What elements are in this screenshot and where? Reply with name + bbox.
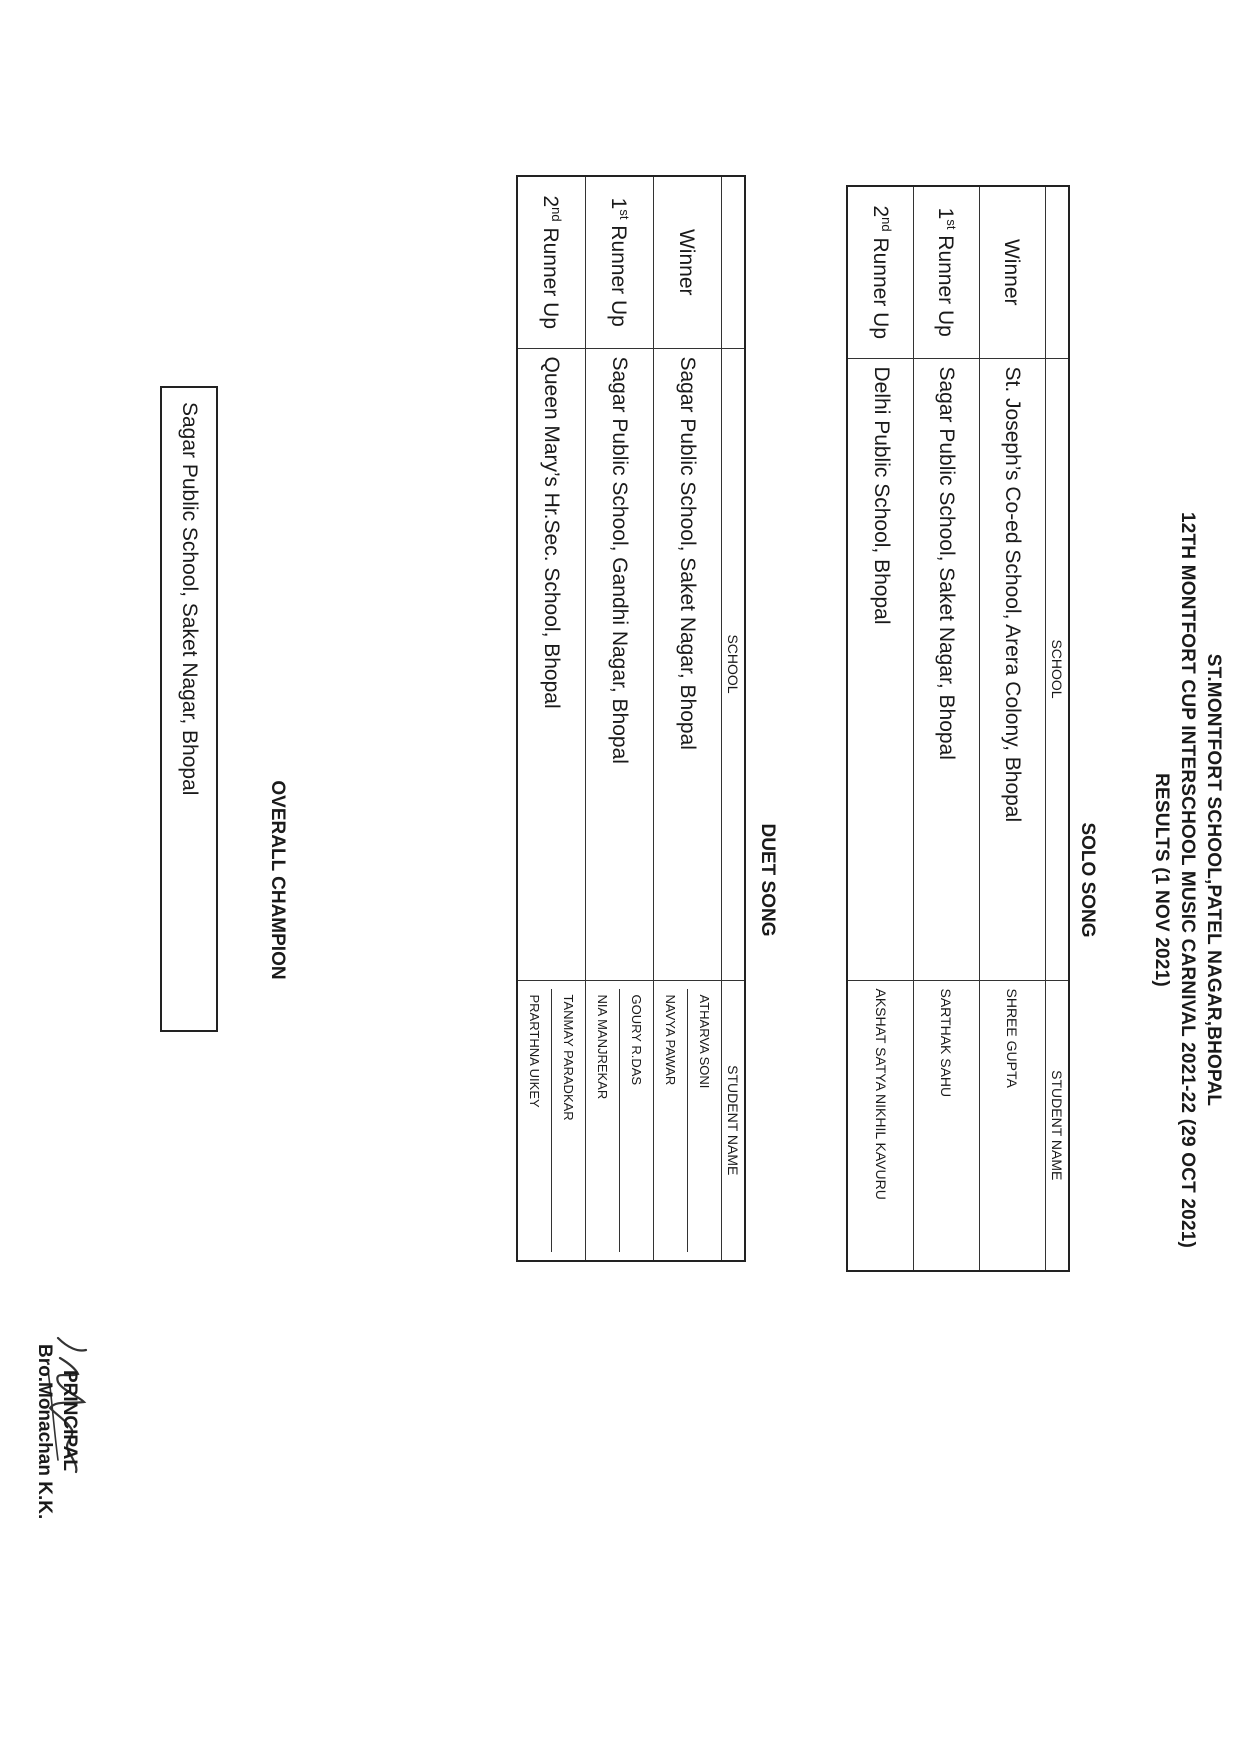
solo-header-row: [1046, 186, 1070, 1271]
student-name: TANMAY PARADKAR: [551, 989, 585, 1253]
student-cell: AKSHAT SATYA NIKHIL KAVURU: [848, 980, 914, 1271]
position-cell: 2nd Runner Up: [517, 176, 586, 348]
results-date-heading: RESULTS (1 NOV 2021): [1151, 773, 1172, 987]
principal-name: Bro.Monachan K.K.: [34, 1344, 55, 1520]
position-cell: Winner: [980, 186, 1046, 358]
position-cell: 1st Runner Up: [586, 176, 654, 348]
student-cell: SARTHAK SAHU: [914, 980, 980, 1271]
student-name: NAVYA PAWAR: [663, 994, 678, 1086]
school-cell: Queen Mary’s Hr.Sec. School, Bhopal: [517, 348, 586, 980]
student-name: GOURY R.DAS: [619, 989, 653, 1253]
duet-song-title: DUET SONG: [757, 823, 778, 937]
table-row: [586, 176, 654, 1261]
student-cell: SHREE GUPTA: [980, 980, 1046, 1271]
student-name: NIA MANJREKAR: [595, 994, 610, 1100]
school-header: SCHOOL: [1046, 358, 1070, 980]
overall-champion-title: OVERALL CHAMPION: [267, 780, 288, 980]
table-row: [517, 176, 586, 1261]
student-name: ATHARVA SONI: [687, 989, 721, 1253]
position-cell: Winner: [654, 176, 722, 348]
overall-champion-box: [160, 386, 218, 1032]
student-cell: [654, 980, 722, 1261]
table-row: [980, 186, 1046, 1271]
school-cell: Sagar Public School, Saket Nagar, Bhopal: [654, 348, 722, 980]
student-name-header: STUDENT NAME: [722, 980, 746, 1261]
table-row: [848, 186, 914, 1271]
school-cell: Sagar Public School, Saket Nagar, Bhopal: [914, 358, 980, 980]
student-cell: [517, 980, 586, 1261]
event-title-heading: 12TH MONTFORT CUP INTERSCHOOL MUSIC CARNIVAL 2021-22 (29 OCT 2021): [1177, 511, 1198, 1249]
school-name-heading: ST.MONTFORT SCHOOL,PATEL NAGAR,BHOPAL: [1203, 653, 1224, 1107]
position-cell: 1st Runner Up: [914, 186, 980, 358]
school-cell: Delhi Public School, Bhopal: [848, 358, 914, 980]
position-header: [722, 176, 746, 348]
student-name: PRARTHNA UIKEY: [527, 994, 542, 1108]
school-cell: St. Joseph’s Co-ed School, Arera Colony, Bhopal: [980, 358, 1046, 980]
table-row: [914, 186, 980, 1271]
position-header: [1046, 186, 1070, 358]
position-cell: 2nd Runner Up: [848, 186, 914, 358]
solo-song-title: SOLO SONG: [1077, 822, 1098, 938]
table-row: [654, 176, 722, 1261]
student-name-header: STUDENT NAME: [1046, 980, 1070, 1271]
school-cell: Sagar Public School, Gandhi Nagar, Bhopal: [586, 348, 654, 980]
student-cell: [586, 980, 654, 1261]
champion-school: Sagar Public School, Saket Nagar, Bhopal: [178, 402, 201, 796]
duet-results-table: [516, 175, 746, 1262]
principal-role: PRINCIPAL: [59, 1370, 80, 1471]
solo-results-table: [847, 185, 1071, 1272]
duet-header-row: [722, 176, 746, 1261]
school-header: SCHOOL: [722, 348, 746, 980]
